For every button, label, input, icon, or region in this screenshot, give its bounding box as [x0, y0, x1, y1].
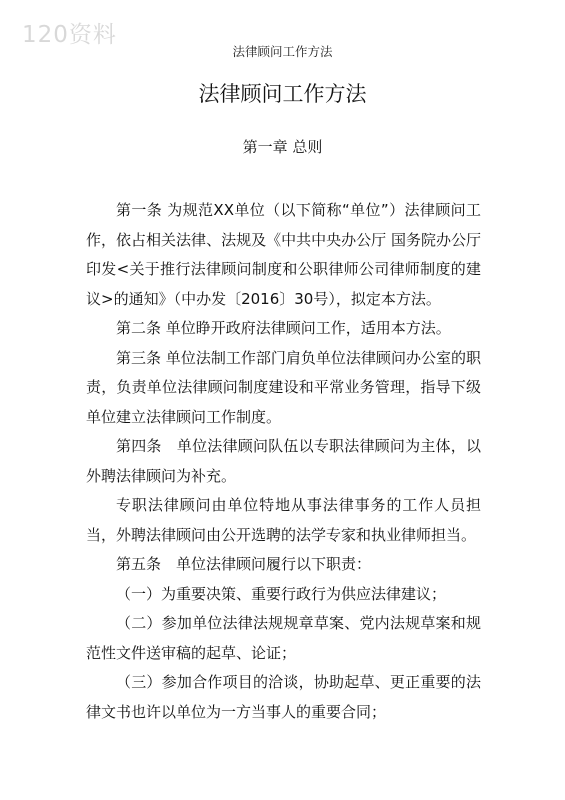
watermark: 120资料 [22, 22, 117, 48]
paragraph-full-time-counsel: 专职法律顾问由单位特地从事法律事务的工作人员担当，外聘法律顾问由公开选聘的法学专家和执业律师担当。 [86, 496, 481, 544]
paragraph-article-3: 第三条 单位法制工作部门肩负单位法律顾问办公室的职责，负责单位法律顾问制度建设和平常业务管理，指导下级单位建立法律顾问工作制度。 [86, 348, 481, 426]
list-item-duty-2: （二）参加单位法律法规规章草案、党内法规草案和规范性文件送审稿的起草、论证； [86, 614, 481, 662]
list-item-duty-1: （一）为重要决策、重要行政行为供应法律建议； [116, 584, 447, 603]
paragraph-article-1: 第一条 为规范XX单位（以下简称“单位”）法律顾问工作，依占相关法律、法规及《中共中央办公厅 国务院办公厅印发<关于推行法律顾问制度和公职律师公司律师制度的建议>的通知》（中办发〔2016〕30号），拟定本方法。 [86, 201, 481, 308]
paragraph-article-4: 第四条 单位法律顾问队伍以专职法律顾问为主体，以外聘法律顾问为补充。 [86, 437, 481, 485]
running-header: 法律顾问工作方法 [232, 44, 333, 59]
paragraph-article-2: 第二条 单位睁开政府法律顾问工作，适用本方法。 [116, 319, 451, 337]
document-title: 法律顾问工作方法 [198, 82, 367, 106]
paragraph-article-5: 第五条 单位法律顾问履行以下职责： [116, 555, 372, 573]
chapter-heading: 第一章 总则 [242, 138, 323, 156]
document-body [86, 196, 481, 727]
list-item-duty-3: （三）参加合作项目的洽谈，协助起草、更正重要的法律文书也许以单位为一方当事人的重要合同； [86, 673, 481, 721]
